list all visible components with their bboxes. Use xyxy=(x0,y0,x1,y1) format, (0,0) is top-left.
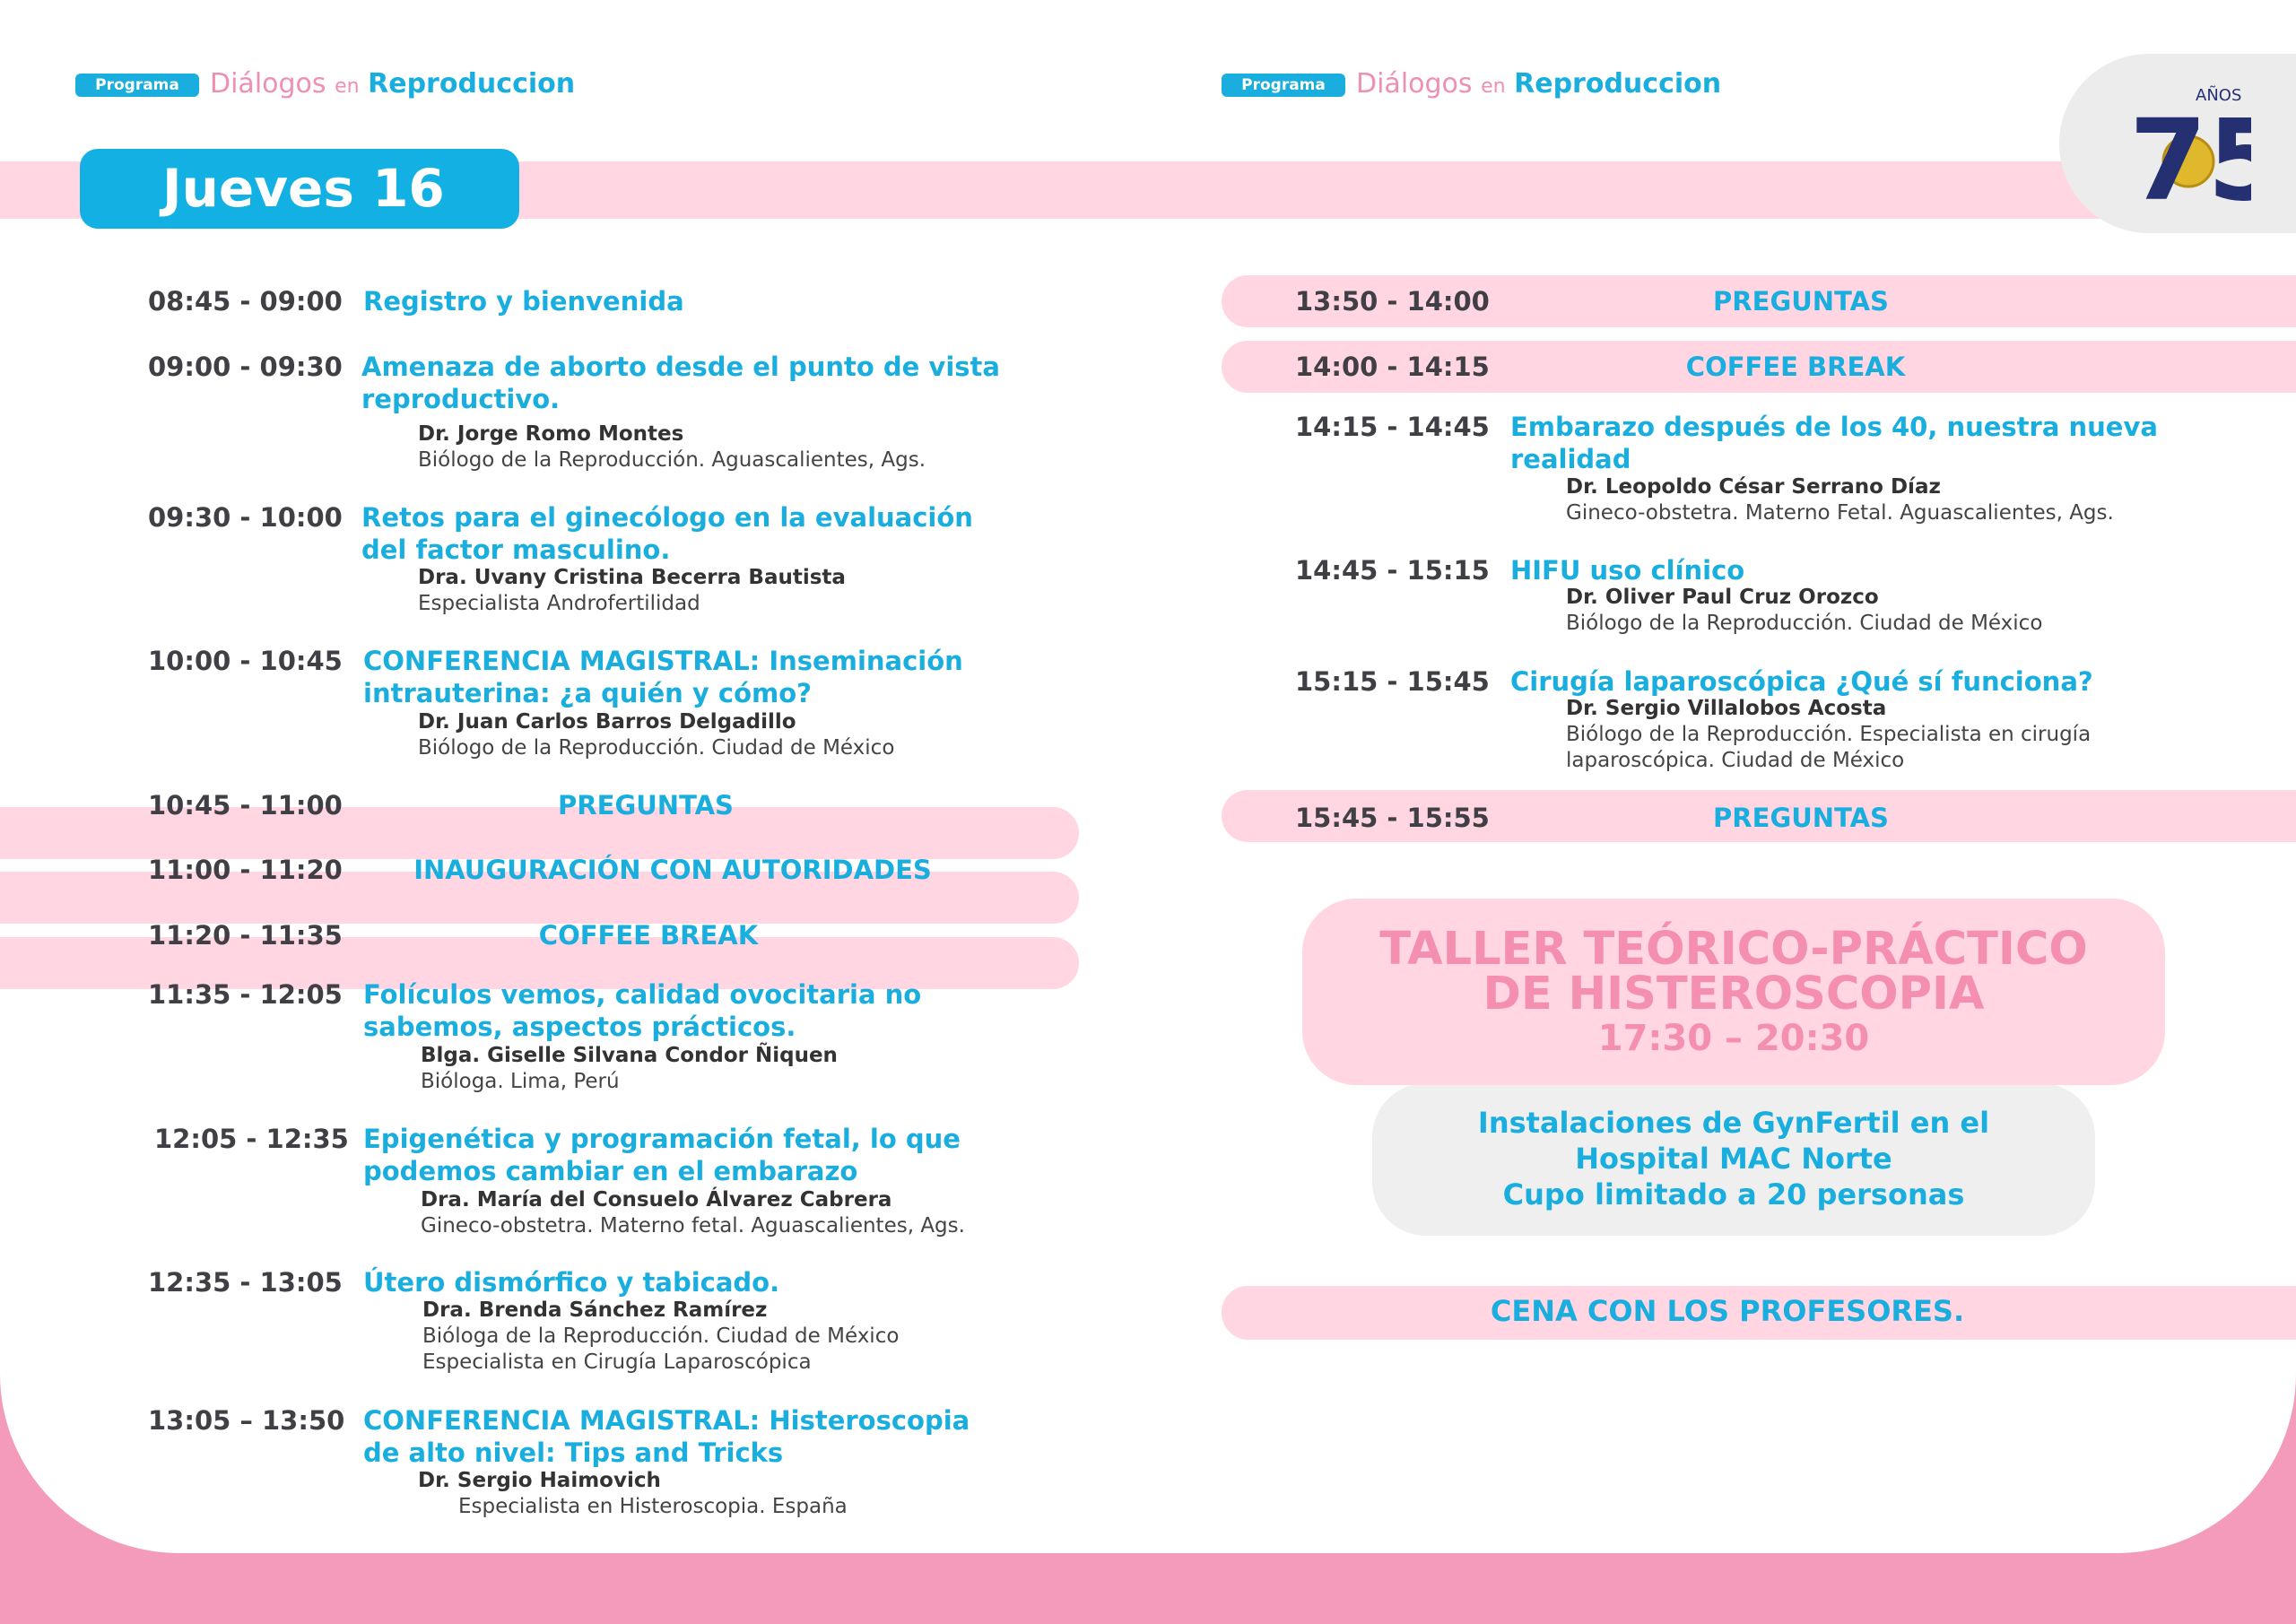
speaker-name: Dr. Sergio Haimovich xyxy=(418,1469,661,1492)
session-time: 09:30 - 10:00 xyxy=(148,502,343,533)
session-title: Registro y bienvenida xyxy=(363,286,684,317)
brand-dialogos: Diálogos xyxy=(210,68,326,100)
break-label: COFFEE BREAK xyxy=(538,920,759,951)
session-time: 10:00 - 10:45 xyxy=(148,646,343,676)
session-title: Folículos vemos, calidad ovocitaria no sabemos, aspectos prácticos. xyxy=(363,979,922,1042)
session-time: 15:15 - 15:45 xyxy=(1295,666,1490,697)
workshop-location-line: Instalaciones de GynFertil en el xyxy=(1477,1106,1990,1140)
logo-label: AÑOS xyxy=(2196,86,2242,105)
workshop-location-box xyxy=(1372,1083,2095,1236)
session-time: 09:00 - 09:30 xyxy=(148,352,343,382)
speaker-affiliation: Gineco-obstetra. Materno fetal. Aguascalientes, Ags. xyxy=(421,1214,965,1238)
brand-reproduccion: Reproduccion xyxy=(1514,68,1722,100)
session-time: 14:45 - 15:15 xyxy=(1295,555,1490,586)
speaker-affiliation: Especialista en Cirugía Laparoscópica xyxy=(422,1350,812,1374)
speaker-affiliation: Biólogo de la Reproducción. Especialista en cirugía xyxy=(1566,723,2092,746)
session-time: 14:15 - 14:45 xyxy=(1295,412,1490,442)
speaker-affiliation: Especialista en Histeroscopia. España xyxy=(458,1495,848,1518)
speaker-name: Dra. Brenda Sánchez Ramírez xyxy=(422,1298,768,1322)
session-title: Epigenética y programación fetal, lo que podemos cambiar en el embarazo xyxy=(363,1124,961,1186)
session-time: 10:45 - 11:00 xyxy=(148,790,343,821)
brand-en: en xyxy=(1481,75,1506,98)
speaker-name: Dr. Juan Carlos Barros Delgadillo xyxy=(418,710,796,734)
logo-number: 75 xyxy=(2129,96,2251,217)
speaker-name: Blga. Giselle Silvana Condor Ñiquen xyxy=(421,1044,838,1067)
break-label: PREGUNTAS xyxy=(1713,286,1889,317)
session-time: 11:00 - 11:20 xyxy=(148,855,343,885)
session-time: 13:50 - 14:00 xyxy=(1295,286,1490,317)
break-label: PREGUNTAS xyxy=(558,790,734,821)
session-time: 14:00 - 14:15 xyxy=(1295,352,1490,382)
programa-tag: Programa xyxy=(1222,74,1345,97)
speaker-affiliation: Especialista Androfertilidad xyxy=(418,592,700,615)
workshop-location-line: Hospital MAC Norte xyxy=(1575,1142,1892,1176)
day-title: Jueves 16 xyxy=(80,149,519,229)
session-title: Retos para el ginecólogo en la evaluación del factor masculino. xyxy=(361,502,973,565)
speaker-affiliation: Biólogo de la Reproducción. Ciudad de México xyxy=(418,736,895,760)
session-title: Amenaza de aborto desde el punto de vista reproductivo. xyxy=(361,352,1000,414)
session-title: Útero dismórfico y tabicado. xyxy=(363,1267,780,1298)
workshop-title-line1: TALLER TEÓRICO-PRÁCTICO xyxy=(1379,923,2088,976)
session-title: CONFERENCIA MAGISTRAL: Inseminación intrauterina: ¿a quién y cómo? xyxy=(363,646,963,708)
session-title: Embarazo después de los 40, nuestra nueva realidad xyxy=(1510,412,2158,474)
brand-right xyxy=(1356,68,1721,103)
speaker-name: Dr. Jorge Romo Montes xyxy=(418,422,684,446)
break-label: INAUGURACIÓN CON AUTORIDADES xyxy=(413,855,932,885)
speaker-affiliation: Biólogo de la Reproducción. Ciudad de México xyxy=(1566,612,2043,635)
session-time: 11:20 - 11:35 xyxy=(148,920,343,951)
brand-reproduccion: Reproduccion xyxy=(368,68,576,100)
break-label: PREGUNTAS xyxy=(1713,803,1889,833)
session-title: HIFU uso clínico xyxy=(1510,555,1745,586)
speaker-affiliation: Bióloga. Lima, Perú xyxy=(421,1070,620,1093)
session-time: 08:45 - 09:00 xyxy=(148,286,343,317)
speaker-affiliation: laparoscópica. Ciudad de México xyxy=(1566,749,1905,772)
dinner-label: CENA CON LOS PROFESORES. xyxy=(1490,1294,1965,1328)
speaker-affiliation: Bióloga de la Reproducción. Ciudad de México xyxy=(422,1324,900,1348)
speaker-affiliation: Biólogo de la Reproducción. Aguascalientes, Ags. xyxy=(418,448,926,472)
speaker-name: Dr. Oliver Paul Cruz Orozco xyxy=(1566,586,1879,609)
brand-en: en xyxy=(335,75,360,98)
speaker-affiliation: Gineco-obstetra. Materno Fetal. Aguascalientes, Ags. xyxy=(1566,501,2114,525)
anniversary-logo xyxy=(2126,74,2251,217)
session-time: 11:35 - 12:05 xyxy=(148,979,343,1010)
speaker-name: Dr. Sergio Villalobos Acosta xyxy=(1566,697,1887,720)
speaker-name: Dra. Uvany Cristina Becerra Bautista xyxy=(418,566,846,589)
brand-dialogos: Diálogos xyxy=(1356,68,1473,100)
workshop-title-line2: DE HISTEROSCOPIA xyxy=(1483,968,1985,1020)
session-title: CONFERENCIA MAGISTRAL: Histeroscopia de alto nivel: Tips and Tricks xyxy=(363,1405,970,1468)
session-title: Cirugía laparoscópica ¿Qué sí funciona? xyxy=(1510,666,2093,697)
workshop-time: 17:30 – 20:30 xyxy=(1597,1018,1870,1059)
session-time: 15:45 - 15:55 xyxy=(1295,803,1490,833)
session-time: 12:05 - 12:35 xyxy=(154,1124,349,1154)
session-time: 13:05 – 13:50 xyxy=(148,1405,345,1436)
workshop-box xyxy=(1302,899,2165,1085)
speaker-name: Dra. María del Consuelo Álvarez Cabrera xyxy=(421,1188,892,1211)
programa-tag: Programa xyxy=(75,74,199,97)
speaker-name: Dr. Leopoldo César Serrano Díaz xyxy=(1566,475,1941,499)
session-time: 12:35 - 13:05 xyxy=(148,1267,343,1298)
workshop-capacity: Cupo limitado a 20 personas xyxy=(1502,1177,1965,1211)
brand-left xyxy=(210,68,575,103)
break-label: COFFEE BREAK xyxy=(1685,352,1906,382)
